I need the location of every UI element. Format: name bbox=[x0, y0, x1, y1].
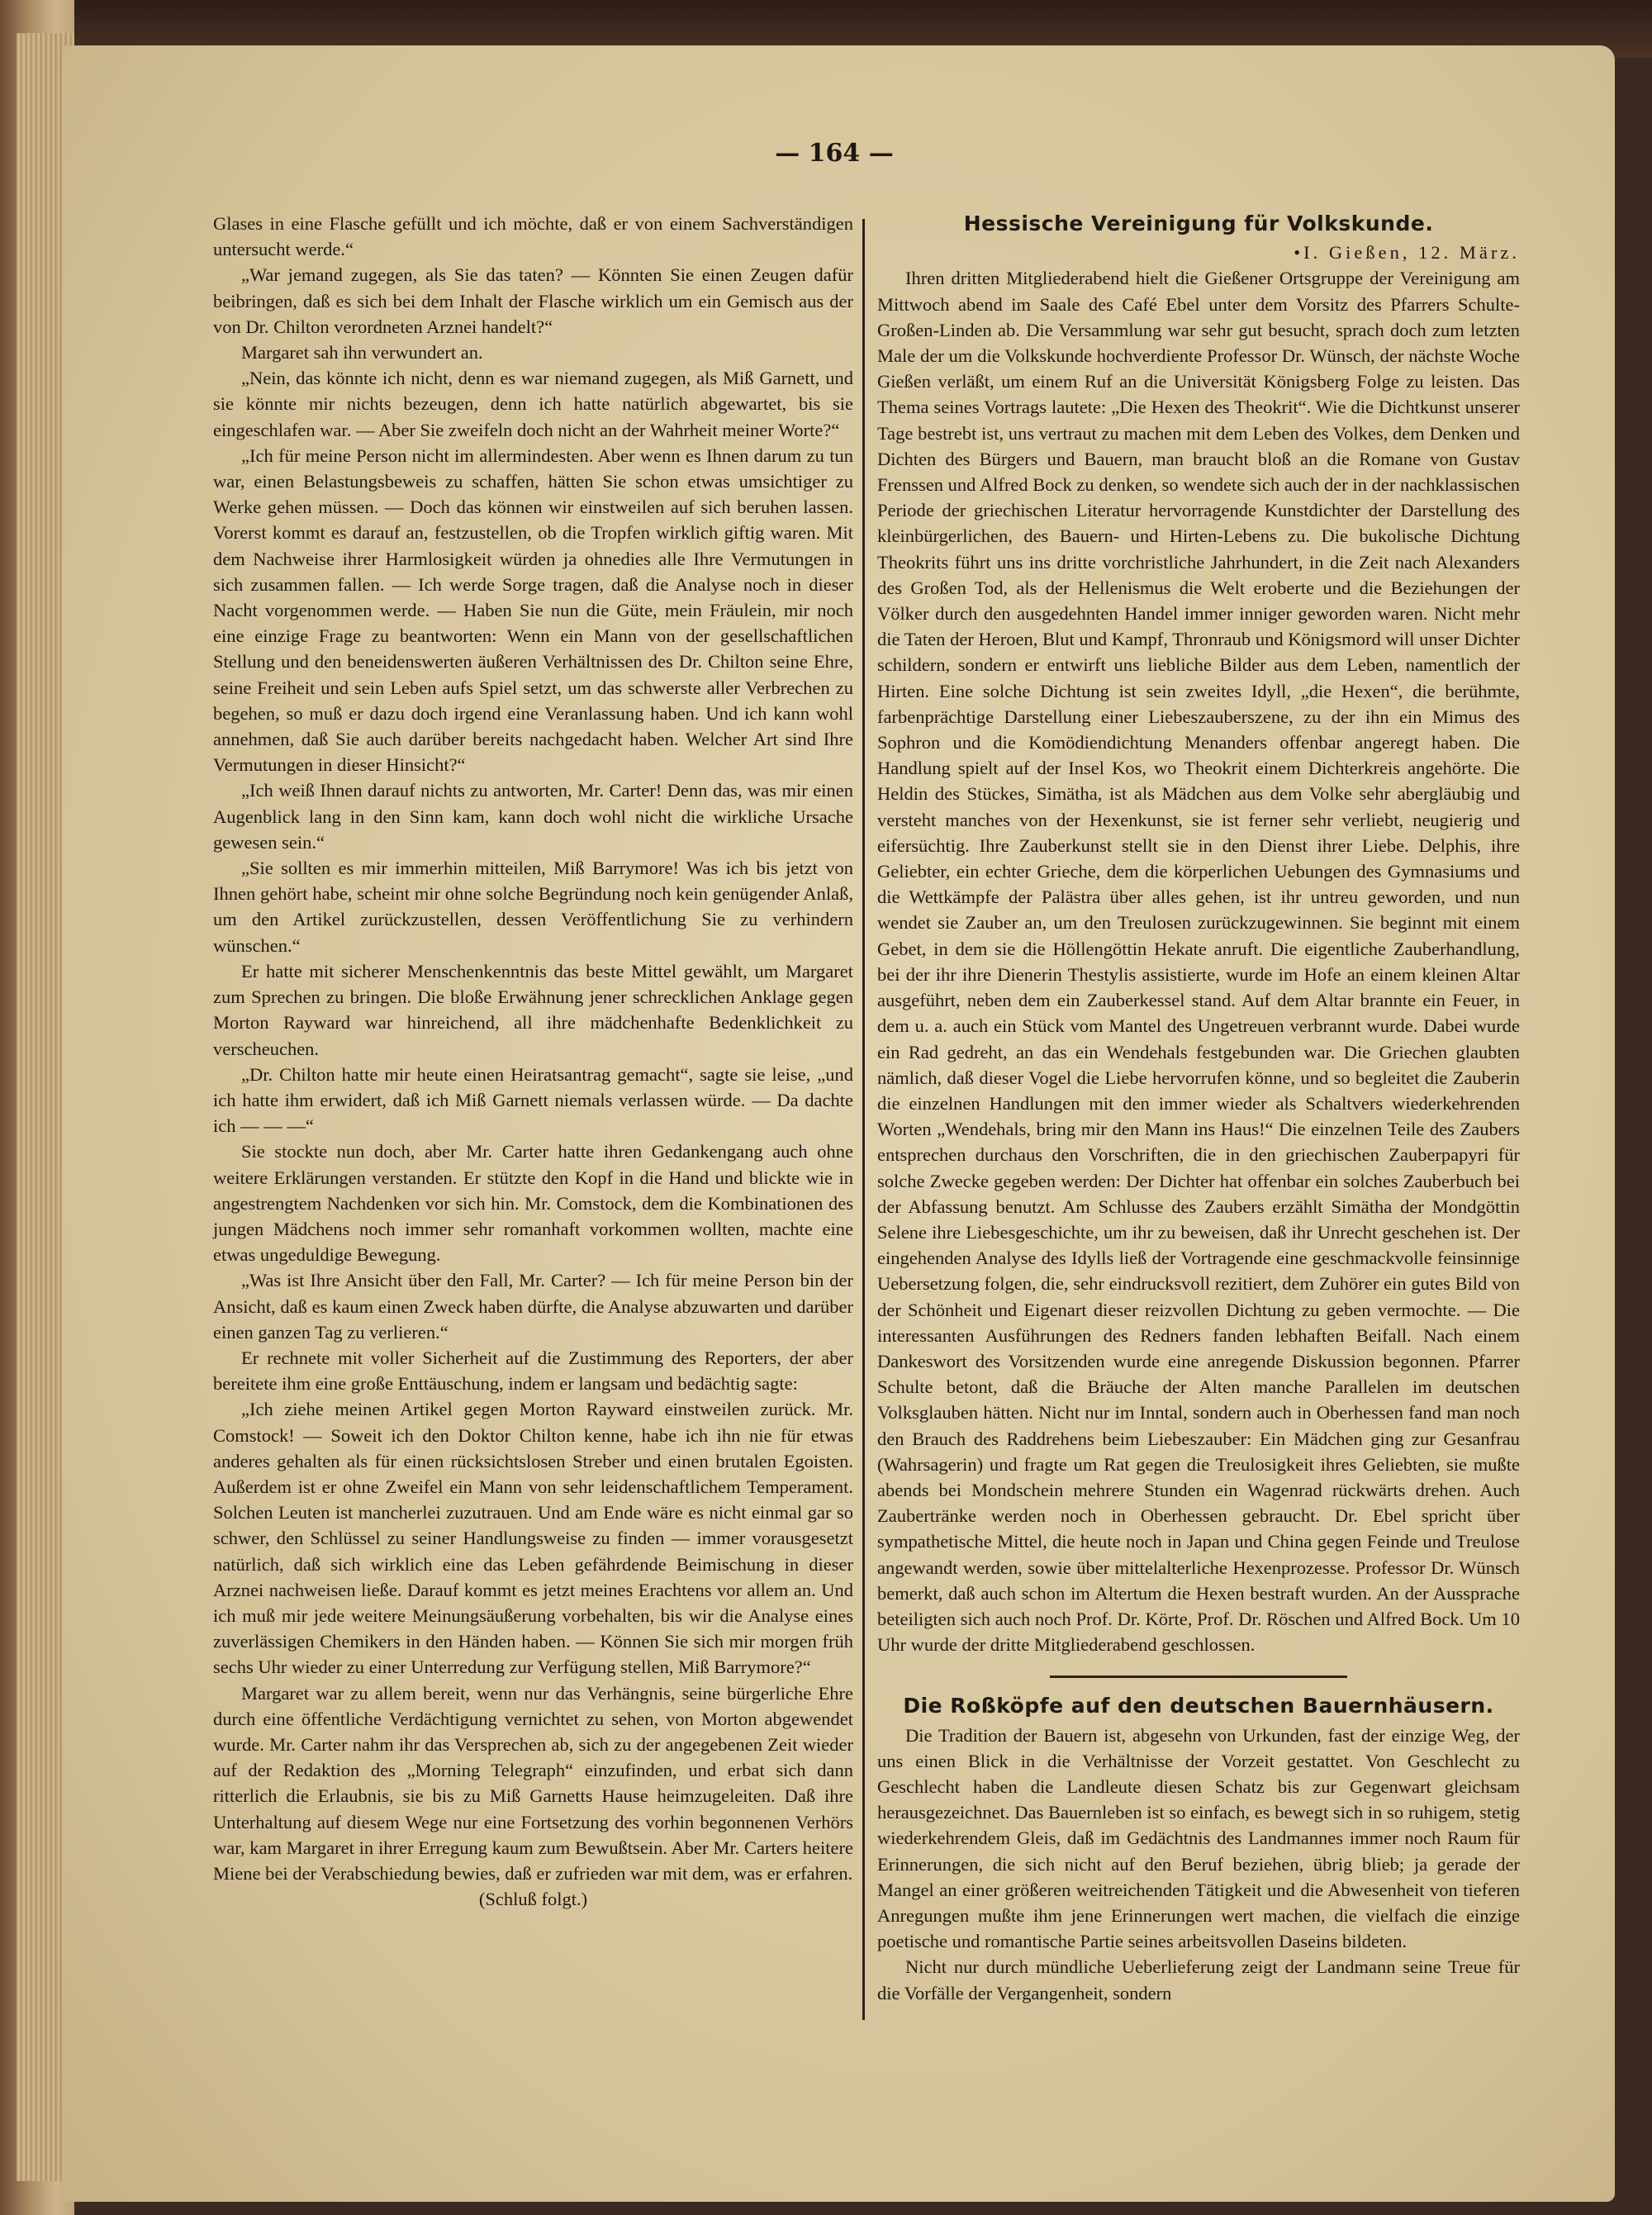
left-paragraph: Sie stockte nun doch, aber Mr. Carter hatte ihren Gedankengang auch ohne weitere Erklärungen verstanden. Er stützte den Kopf in die Hand und blickte wie in angestrengtem Nachdenken vor sich hin. Mr. Comstock, dem die Kombinationen des jungen Mädchens noch immer sehr romanhaft vorkommen wollten, machte eine etwas ungeduldige Bewegung. bbox=[213, 1141, 853, 1266]
left-paragraph: Er hatte mit sicherer Menschenkenntnis das beste Mittel gewählt, um Margaret zum Sprechen zu bringen. Die bloße Erwähnung jener schrecklichen Anklage gegen Morton Rayward war hinreichend, all ihre mädchenhafte Bedenklichkeit zu verscheuchen. bbox=[213, 960, 853, 1059]
left-paragraph: „Ich weiß Ihnen darauf nichts zu antworten, Mr. Carter! Denn das, was mir einen Augenblick lang in den Sinn kam, kann doch wohl nicht die wirkliche Ursache gewesen sein.“ bbox=[213, 780, 853, 853]
article-title: Die Roßköpfe auf den deutschen Bauernhäusern. bbox=[903, 1694, 1494, 1718]
left-paragraph: Er rechnete mit voller Sicherheit auf die Zustimmung des Reporters, der aber bereitete ihm eine große Enttäuschung, indem er langsam und bedächtig sagte: bbox=[213, 1347, 853, 1395]
page-number: — 164 — bbox=[775, 139, 894, 168]
left-paragraph: „War jemand zugegen, als Sie das taten? — Könnten Sie einen Zeugen dafür beibringen, daß es sich bei dem Inhalt der Flasche wirklich um ein Gemisch aus der von Dr. Chilton verordneten Arznei handelt?“ bbox=[213, 264, 853, 337]
article-paragraph: Die Tradition der Bauern ist, abgesehn von Urkunden, fast der einzige Weg, der uns einen Blick in die Verhältnisse der Vorzeit gestattet. Von Geschlecht zu Geschlecht haben die Landleute diesen Schatz bis zur Gegenwart gleichsam herausgezeichnet. Das Bauernleben ist so einfach, es bewegt sich in so ruhigem, stetig wiederkehrendem Gleis, daß im Gedächtnis des Landmannes immer noch Raum für Erinnerungen, die sich nicht auf den Beruf beziehen, übrig blieb; ja gerade der Mangel an einer größeren weitreichenden Tätigkeit und die Abwesenheit von tieferen Anregungen mußte ihm jene Erinnerungen wert machen, die vielfach die einzige poetische und romantische Partie seines arbeitsvollen Daseins bildeten. bbox=[877, 1724, 1520, 1952]
left-paragraph: Margaret war zu allem bereit, wenn nur das Verhängnis, seine bürgerliche Ehre durch eine öffentliche Verdächtigung vernichtet zu sehen, von Morton abgewendet wurde. Mr. Carter nahm ihr das Versprechen ab, sich zu der angegebenen Zeit wieder auf der Redaktion des „Morning Telegraph“ einzufinden, und erbat sich dann ritterlich die Erlaubnis, sie bis zu Miß Garnetts Hause heimzugeleiten. Daß ihre Unterhaltung auf diesem Wege nur eine Fortsetzung des vorhin begonnenen Verhörs war, kam Margaret in ihrer Erregung kaum zum Bewußtsein. Aber Mr. Carters heitere Miene bei der Verabschiedung bewies, daß er zufrieden war mit dem, was er erfahren. bbox=[213, 1682, 853, 1884]
article-dateline: •I. Gießen, 12. März. bbox=[1294, 242, 1520, 264]
article-paragraph: Nicht nur durch mündliche Ueberlieferung zeigt der Landmann seine Treue für die Vorfälle der Vergangenheit, sondern bbox=[877, 1956, 1520, 2003]
left-paragraph: „Was ist Ihre Ansicht über den Fall, Mr. Carter? — Ich für meine Person bin der Ansicht, daß es kaum einen Zweck haben dürfte, die Analyse abzuwarten und darüber einen ganzen Tag zu verlieren.“ bbox=[213, 1270, 853, 1343]
left-paragraph: „Nein, das könnte ich nicht, denn es war niemand zugegen, als Miß Garnett, und sie könnte mir nichts bezeugen, denn ich hatte natürlich abgewartet, bis sie eingeschlafen war. — Aber Sie zweifeln doch nicht an der Wahrheit meiner Worte?“ bbox=[213, 368, 853, 440]
left-paragraph: Margaret sah ihn verwundert an. bbox=[241, 342, 483, 364]
article-title: Hessische Vereinigung für Volkskunde. bbox=[963, 212, 1434, 235]
article-separator bbox=[1050, 1676, 1347, 1678]
left-paragraph: Glases in eine Flasche gefüllt und ich möchte, daß er von einem Sachverständigen untersucht werde.“ bbox=[213, 213, 853, 260]
left-paragraph: „Sie sollten es mir immerhin mitteilen, Miß Barrymore! Was ich bis jetzt von Ihnen gehört habe, scheint mir ohne solche Begründung noch kein genügender Anlaß, um den Artikel zurückzustellen, dessen Veröffentlichung Sie zu verhindern wünschen.“ bbox=[213, 858, 853, 956]
continuation-note: (Schluß folgt.) bbox=[478, 1889, 588, 1910]
left-paragraph: „Ich ziehe meinen Artikel gegen Morton Rayward einstweilen zurück. Mr. Comstock! — Soweit ich den Doktor Chilton kenne, habe ich ihn nie für etwas anderes gehalten als für einen rücksichtslosen Streber und einen brutalen Egoisten. Außerdem ist er ohne Zweifel ein Mann von sehr leidenschaftlichem Temperament. Solchen Leuten ist mancherlei zuzutrauen. Und am Ende wäre es nicht einmal gar so schwer, den Schlüssel zu seiner Handlungsweise zu finden — immer vorausgesetzt natürlich, daß sich wirklich eine das Leben gefährdende Beimischung in dieser Arznei nachweisen ließe. Darauf kommt es jetzt meines Erachtens vor allem an. Und ich muß mir jede weitere Meinungsäußerung vorbehalten, bis wir die Analyse eines zuverlässigen Chemikers in den Händen haben. — Können Sie sich mir morgen früh sechs Uhr wieder zu einer Unterredung zur Verfügung stellen, Miß Barrymore?“ bbox=[213, 1399, 853, 1678]
column-divider bbox=[862, 219, 865, 2020]
right-column bbox=[877, 211, 1520, 2006]
left-paragraph: „Ich für meine Person nicht im allermindesten. Aber wenn es Ihnen darum zu tun war, einen Belastungsbeweis zu schaffen, hätten Sie schon etwas umsichtiger zu Werke gehen müssen. — Doch das können wir einstweilen auf sich beruhen lassen. Vorerst kommt es darauf an, festzustellen, ob die Tropfen wirklich giftig waren. Mit dem Nachweise ihrer Harmlosigkeit würden ja ohnedies alle Ihre Vermutungen in sich zusammen fallen. — Ich werde Sorge tragen, daß die Analyse noch in dieser Nacht vorgenommen werde. — Haben Sie nun die Güte, mein Fräulein, mir noch eine einzige Frage zu beantworten: Wenn ein Mann von der gesellschaftlichen Stellung und den beneidenswerten äußeren Verhältnissen des Dr. Chilton seine Ehre, seine Freiheit und sein Leben aufs Spiel setzt, um das schwerste aller Verbrechen zu begehen, so muß er dazu doch irgend eine Veranlassung haben. Und ich kann wohl annehmen, daß Sie auch darüber bereits nachgedacht haben. Welcher Art sind Ihre Vermutungen in dieser Hinsicht?“ bbox=[213, 444, 853, 776]
article-paragraph: Ihren dritten Mitgliederabend hielt die Gießener Ortsgruppe der Vereinigung am Mittwoch abend im Saale des Café Ebel unter dem Vorsitz des Pfarrers Schulte-Großen-Linden ab. Die Versammlung war sehr gut besucht, sprach doch zum letzten Male der um die Volkskunde hochverdiente Professor Dr. Wünsch, der nächste Woche Gießen verläßt, um einem Ruf an die Universität Königsberg Folge zu leisten. Das Thema seines Vortrags lautete: „Die Hexen des Theokrit“. Wie die Dichtkunst unserer Tage bestrebt ist, uns vertraut zu machen mit dem Leben des Volkes, dem Denken und Dichten des Bürgers und Bauern, man braucht bloß an die Romane von Gustav Frenssen und Alfred Bock zu denken, so wendete sich auch der in der nachklassischen Periode der griechischen Literatur hervorragende Kunstdichter der Darstellung des kleinbürgerlichen, des Bauern- und Hirten-Lebens zu. Die bukolische Dichtung Theokrits führt uns ins dritte vorchristliche Jahrhundert, in die Zeit nach Alexanders des Großen Tod, als der Hellenismus die Welt eroberte und die Beziehungen der Völker durch den ausgedehnten Handel immer inniger geworden waren. Nicht mehr die Taten der Heroen, Blut und Kampf, Thronraub und Königsmord will unser Dichter schildern, sondern er entwirft uns liebliche Bilder aus dem Leben, namentlich der Hirten. Eine solche Dichtung ist sein zweites Idyll, „die Hexen“, die berühmte, farbenprächtige Darstellung einer Liebeszauberszene, zu der ihn ein Mimus des Sophron und die Komödiendichtung Menanders offenbar angeregt haben. Die Handlung spielt auf der Insel Kos, wo Theokrit einem Dichterkreis angehörte. Die Heldin des Stückes, Simätha, ist als Mädchen aus dem Volke sehr abergläubig und versteht manches von der Hexenkunst, sie ist ferner sehr verliebt, neugierig und eifersüchtig. Ihre Zauberkunst stellt sie in den Dienst ihrer Liebe. Delphis, ihre Geliebter, ein echter Grieche, dem die körperlichen Uebungen des Gymnasiums und die Wettkämpfe der Palästra über alles gehen, ist ihr untreu geworden, und nun wendet sie Zauber an, um den Treulosen zurückzugewinnen. Sie beginnt mit einem Gebet, in dem sie die Höllengöttin Hekate anruft. Die eigentliche Zauberhandlung, bei der ihr ihre Dienerin Thestylis assistierte, wurde im Hofe an einem kleinen Altar ausgeführt, neben dem ein Zauberkessel stand. Auf dem Altar brannte ein Feuer, in dem u. a. auch ein Stück vom Mantel des Ungetreuen verbrannt wurde. Dabei wurde ein Rad gedreht, an das ein Wendehals festgebunden war. Die Griechen glaubten nämlich, daß dieser Vogel die Liebe hervorrufen könne, und so begleitet die Zauberin die einzelnen Handlungen mit den immer wieder als Schaltvers wiederkehrenden Worten „Wendehals, bring mir den Mann ins Haus!“ Die einzelnen Teile des Zaubers entsprechen durchaus den Vorschriften, die in den griechischen Zauberpapyri für solche Zwecke gegeben werden: Der Dichter hat offenbar ein solches Zauberbuch bei der Abfassung benutzt. Am Schlusse des Zaubers erzählt Simätha der Mondgöttin Selene ihre Liebesgeschichte, um ihr zu beweisen, daß ihr Unrecht geschehen ist. Der eingehenden Analyse des Idylls ließ der Vortragende eine geschmackvolle feinsinnige Uebersetzung folgen, die, sehr eindrucksvoll rezitiert, dem Zuhörer ein gutes Bild von der Schönheit und Eigenart dieser reizvollen Dichtung zu geben vermochte. — Die interessanten Ausführungen des Redners fanden lebhaften Beifall. Nach einem Dankeswort des Vorsitzenden wurde eine anregende Diskussion begonnen. Pfarrer Schulte betont, daß die Bräuche der Alten manche Parallelen im deutschen Volksglauben hätten. Nicht nur im Inntal, sondern auch in Oberhessen fand man noch den Brauch des Raddrehens beim Liebeszauber: Ein Mädchen ging zur Gesanfrau (Wahrsagerin) und fragte um Rat gegen die Treulosigkeit ihres Geliebten, sie mußte abends bei Mondschein mehrere Stunden ein Wagenrad rückwärts drehen. Auch Zaubertränke werden noch in Oberhessen gebraucht. Dr. Ebel spricht über sympathetische Mittel, die heute noch in Japan und China gegen Feinde und Treulose angewandt werden, sowie über mittelalterliche Hexenprozesse. Professor Dr. Wünsch bemerkt, daß auch schon im Altertum die Hexen bestraft wurden. An der Aussprache beteiligten sich auch noch Prof. Dr. Körte, Prof. Dr. Röschen und Alfred Bock. Um 10 Uhr wurde der dritte Mitgliederabend geschlossen. bbox=[877, 268, 1520, 1656]
left-column bbox=[213, 211, 853, 1912]
left-paragraph: „Dr. Chilton hatte mir heute einen Heiratsantrag gemacht“, sagte sie leise, „und ich hatte ihm erwidert, daß ich Miß Garnett niemals verlassen würde. — Da dachte ich — — —“ bbox=[213, 1063, 853, 1137]
